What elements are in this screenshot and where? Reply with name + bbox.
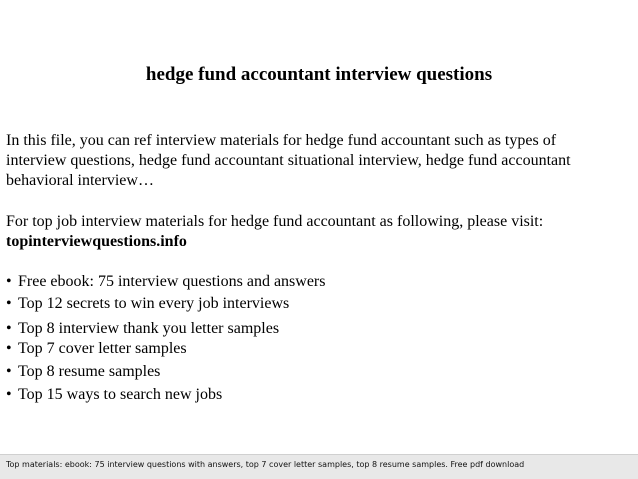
- intro-paragraph: [6, 131, 634, 191]
- footer-bar: [0, 454, 638, 479]
- list-item-text: Top 12 secrets to win every job interviews: [18, 295, 290, 312]
- bullet-icon: •: [6, 273, 12, 290]
- intro-line: In this file, you can ref interview materials for hedge fund accountant such as types of: [6, 132, 557, 149]
- bullet-icon: •: [6, 386, 12, 403]
- site-link[interactable]: topinterviewquestions.info: [6, 233, 187, 250]
- intro-line: behavioral interview…: [6, 172, 154, 189]
- list-item-text: Top 8 resume samples: [18, 363, 161, 380]
- list-item: [6, 294, 289, 314]
- list-item-text: Top 7 cover letter samples: [18, 340, 187, 357]
- visit-line: For top job interview materials for hedge fund accountant as following, please visit:: [6, 213, 544, 230]
- footer-text: Top materials: ebook: 75 interview questions with answers, top 7 cover letter samples, top 8 resume samples. Free pdf download: [6, 460, 525, 469]
- list-item-text: Top 8 interview thank you letter samples: [18, 320, 280, 337]
- visit-paragraph: [6, 212, 634, 252]
- list-item-text: Top 15 ways to search new jobs: [18, 386, 223, 403]
- bullet-icon: •: [6, 363, 12, 380]
- list-item: [6, 385, 222, 405]
- list-item: [6, 362, 160, 382]
- list-item-text: Free ebook: 75 interview questions and answers: [18, 273, 326, 290]
- intro-line: interview questions, hedge fund accountant situational interview, hedge fund accountant: [6, 152, 571, 169]
- list-item: [6, 272, 325, 292]
- page-title: hedge fund accountant interview questions: [145, 64, 493, 85]
- list-item: [6, 319, 279, 339]
- bullet-icon: •: [6, 320, 12, 337]
- bullet-icon: •: [6, 295, 12, 312]
- bullet-icon: •: [6, 340, 12, 357]
- list-item: [6, 339, 187, 359]
